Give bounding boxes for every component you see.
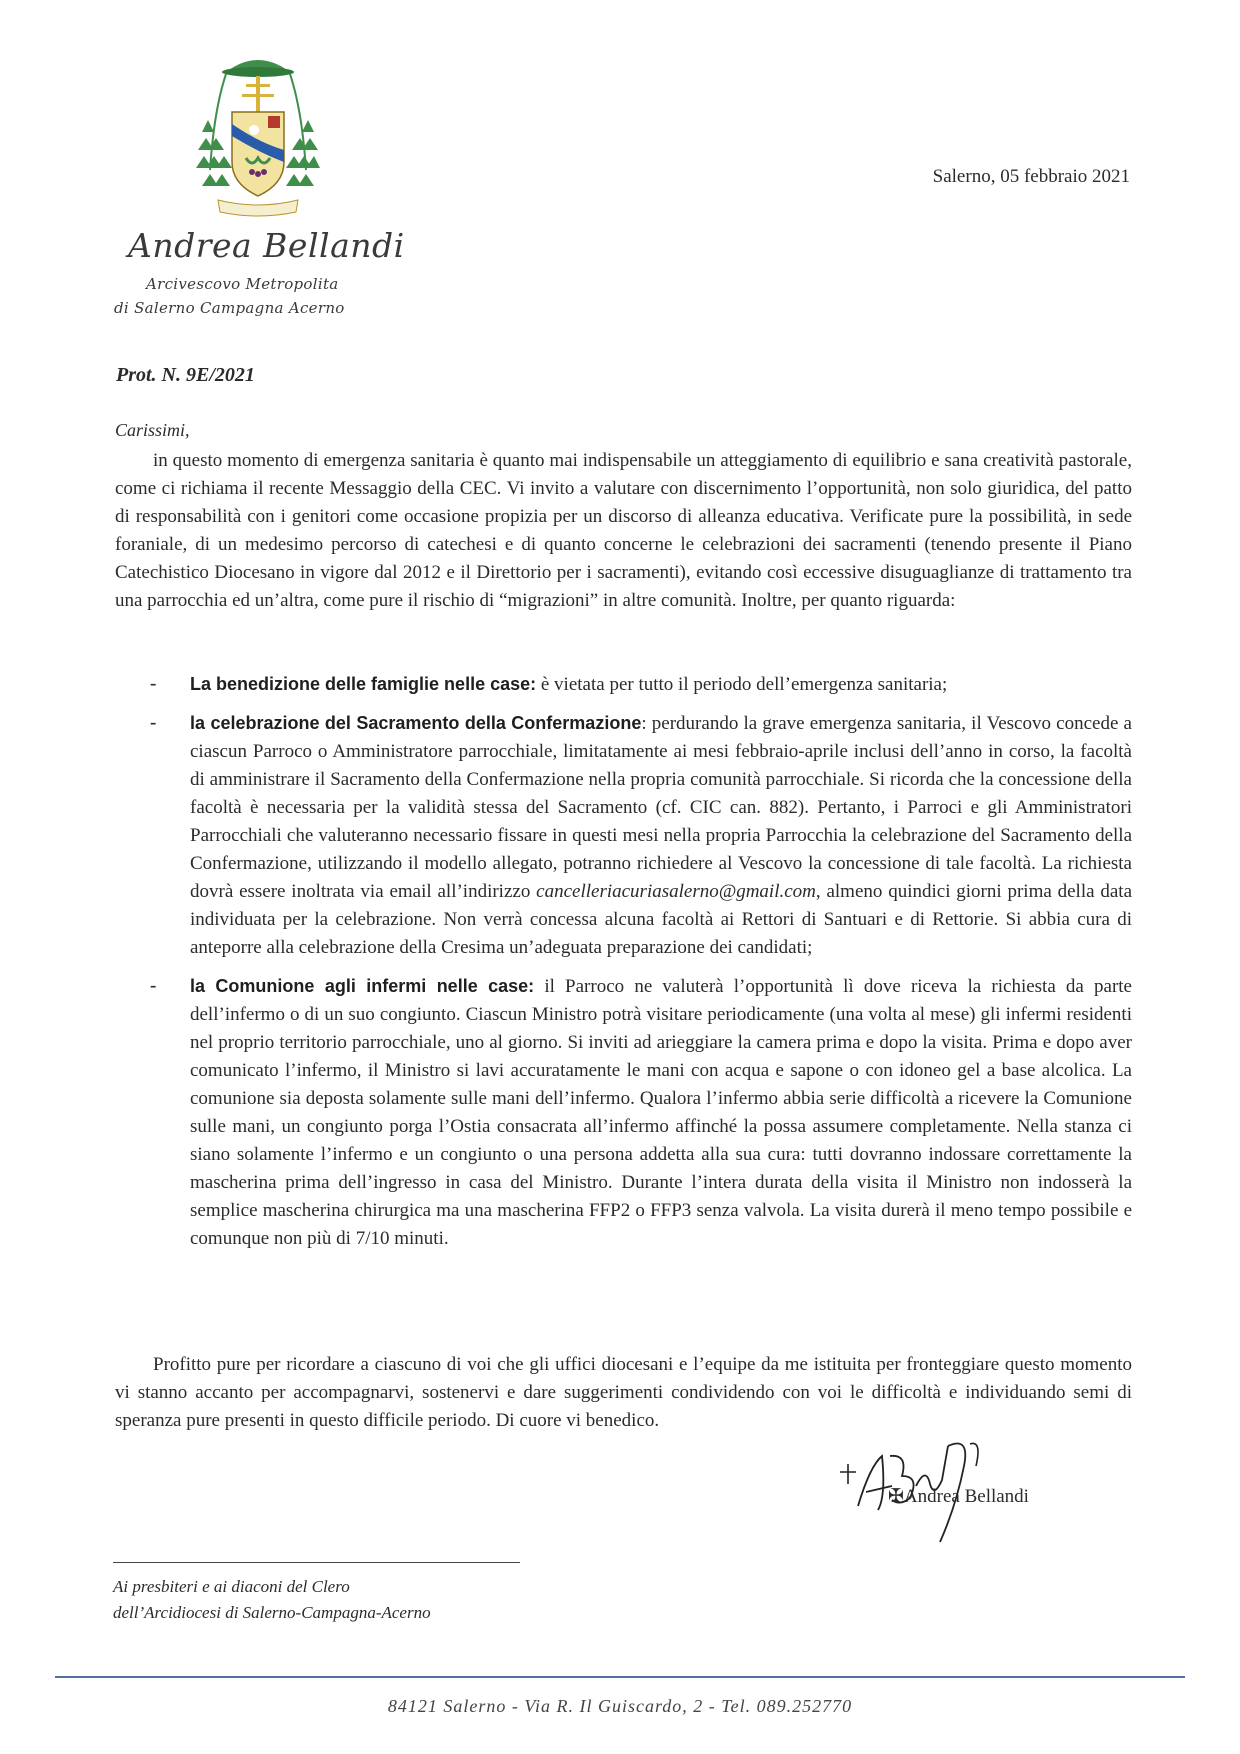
sender-name: Andrea Bellandi [128,226,405,265]
sender-block [108,226,428,317]
salutation: Carissimi, [115,420,190,440]
item-text-continued: , almeno quindici giorni prima della data individuata per la celebrazione. Non verrà concessa alcuna facoltà ai Rettori di Santuari e di Rettorie. Si abbia cura di anteporre alla celebrazione della Cresima un’adeguata preparazione dei candidati; [190,881,1133,958]
footer-address: 84121 Salerno - Via R. Il Guiscardo, 2 - Tel. 089.252770 [387,1696,853,1716]
recipients-line-1: Ai presbiteri e ai diaconi del Clero [113,1577,350,1596]
signature-name [888,1485,1029,1508]
recipients-block [113,1574,431,1626]
list-item [115,670,1132,699]
footer-divider [55,1676,1185,1678]
closing-paragraph: Profitto pure per ricordare a ciascuno di voi che gli uffici diocesani e l’equipe da me istituita per fronteggiare questo momento vi stanno accanto per accompagnarvi, sostenervi e dare suggerimenti condividendo con voi le difficoltà e individuando semi di speranza pure presenti in questo difficile periodo. Di cuore vi benedico. [115,1354,1132,1431]
list-item [115,972,1132,1253]
provisions-list [115,670,1132,1263]
recipients-divider [113,1562,520,1563]
sender-title: Arcivescovo Metropolita [146,275,339,293]
item-heading: la Comunione agli infermi nelle case: [190,976,535,996]
item-text: è vietata per tutto il periodo dell’emergenza sanitaria; [536,674,948,695]
item-heading: La benedizione delle famiglie nelle case: [190,674,537,694]
archbishop-coat-of-arms-logo [196,50,320,226]
letter-date: Salerno, 05 febbraio 2021 [932,166,1130,187]
item-text: : perdurando la grave emergenza sanitaria, il Vescovo concede a ciascun Parroco o Amministratore parrocchiale, limitatamente ai mesi febbraio-aprile inclusi dell’anno in corso, la facoltà di amministrare il Sacramento della Confermazione nella propria comunità parrocchiale. Si ricorda che la concessione della facoltà è necessaria per la validità stessa del Sacramento (cf. CIC can. 882). Pertanto, i Parroci e gli Amministratori Parrocchiali che valuteranno necessario fissare in questi mesi nella propria Parrocchia la celebrazione del Sacramento della Confermazione, utilizzando il modello allegato, potranno richiedere al Vescovo la concessione di tale facoltà. La richiesta dovrà essere inoltrata via email all’indirizzo [190,713,1132,902]
item-heading: la celebrazione del Sacramento della Confermazione [190,713,642,733]
list-marker: - [150,673,157,694]
email-address-link[interactable]: cancelleriacuriasalerno@gmail.com [536,881,816,902]
protocol-number: Prot. N. 9E/2021 [116,364,255,386]
cross-icon: ✠ [888,1486,904,1507]
recipients-line-2: dell’Arcidiocesi di Salerno-Campagna-Acerno [113,1603,431,1622]
list-marker: - [150,975,157,996]
list-item [115,709,1132,962]
intro-paragraph: in questo momento di emergenza sanitaria è quanto mai indispensabile un atteggiamento di equilibrio e sana creatività pastorale, come ci richiama il recente Messaggio della CEC. Vi invito a valutare con discernimento l’opportunità, non solo giuridica, del patto di responsabilità con i genitori come occasione propizia per un discorso di alleanza educativa. Verificate pure la possibilità, in sede foraniale, di un medesimo percorso di catechesi e di quanto concerne le celebrazioni dei sacramenti (tenendo presente il Piano Catechistico Diocesano in vigore dal 2012 e il Direttorio per i sacramenti), evitando così eccessive disuguaglianze di trattamento tra una parrocchia ed un’altra, come pure il rischio di “migrazioni” in altre comunità. Inoltre, per quanto riguarda: [115,450,1132,611]
sender-diocese: di Salerno Campagna Acerno [114,299,345,317]
signature-printed-name: Andrea Bellandi [903,1486,1029,1507]
list-marker: - [150,712,157,733]
item-text: il Parroco ne valuterà l’opportunità lì dove riceva la richiesta da parte dell’infermo o di un suo congiunto. Ciascun Ministro potrà visitare periodicamente (una volta al mese) gli infermi residenti nel proprio territorio parrocchiale, uno al giorno. Si inviti ad arieggiare la camera prima e dopo la visita. Prima e dopo aver comunicato l’infermo, il Ministro si lavi accuratamente le mani con acqua e sapone o con idoneo gel a base alcolica. La comunione sia deposta solamente sulle mani dell’infermo. Qualora l’infermo abbia serie difficoltà a ricevere la Comunione sulle mani, un congiunto porga l’Ostia consacrata all’infermo affinché la possa assumere completamente. Nella stanza ci siano solamente l’infermo e un congiunto o una persona addetta alla sua cura: tutti dovranno indossare correttamente la mascherina prima dell’ingresso in casa del Ministro. Durante l’intera durata della visita il Ministro non indosserà la semplice mascherina chirurgica ma una mascherina FFP2 o FFP3 senza valvola. La visita durerà il meno tempo possibile e comunque non più di 7/10 minuti. [190,976,1132,1249]
